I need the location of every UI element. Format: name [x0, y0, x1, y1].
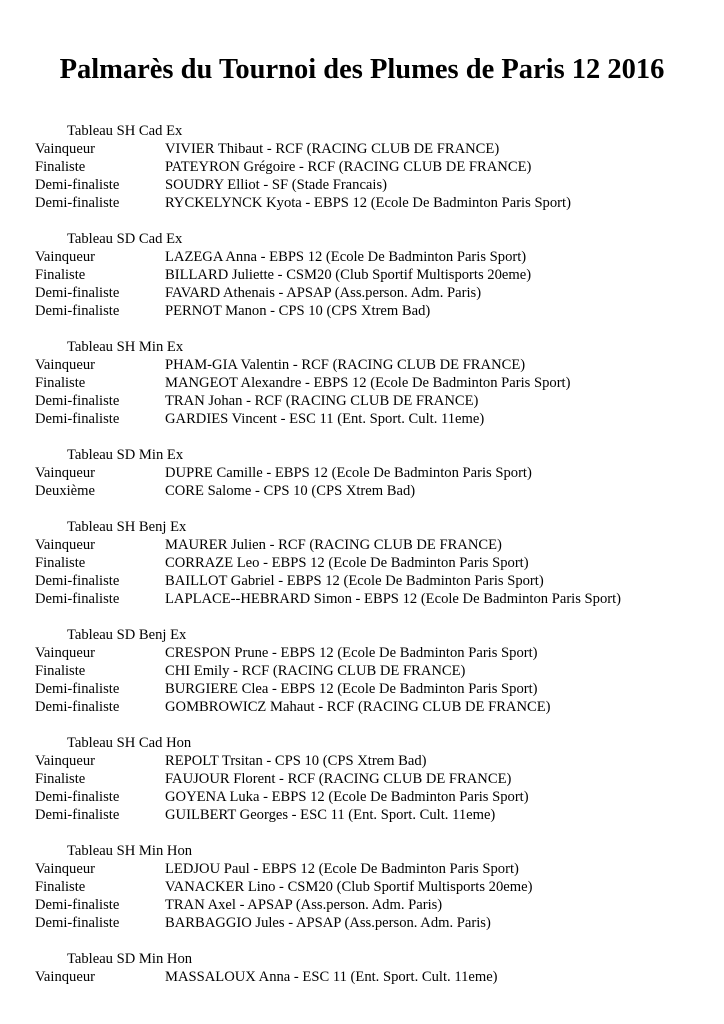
player-entry: CORE Salome - CPS 10 (CPS Xtrem Bad)	[165, 483, 416, 499]
player-entry: MAURER Julien - RCF (RACING CLUB DE FRANCE)	[165, 537, 502, 553]
result-row	[0, 302, 724, 320]
player-entry: VIVIER Thibaut - RCF (RACING CLUB DE FRANCE)	[165, 141, 500, 157]
player-entry: DUPRE Camille - EBPS 12 (Ecole De Badminton Paris Sport)	[165, 465, 532, 481]
rank-label: Demi-finaliste	[35, 195, 120, 211]
result-row	[0, 248, 724, 266]
result-row	[0, 482, 724, 500]
result-row	[0, 968, 724, 986]
section-title: Tableau SD Cad Ex	[67, 231, 183, 247]
rank-label: Finaliste	[35, 159, 86, 175]
player-entry: PHAM-GIA Valentin - RCF (RACING CLUB DE FRANCE)	[165, 357, 526, 373]
result-row	[0, 698, 724, 716]
results-section	[0, 734, 724, 824]
result-row	[0, 806, 724, 824]
rank-label: Demi-finaliste	[35, 177, 120, 193]
section-title: Tableau SD Benj Ex	[67, 627, 187, 643]
player-entry: GOMBROWICZ Mahaut - RCF (RACING CLUB DE FRANCE)	[165, 699, 551, 715]
player-entry: FAVARD Athenais - APSAP (Ass.person. Adm. Paris)	[165, 285, 482, 301]
rank-label: Finaliste	[35, 555, 86, 571]
section-title: Tableau SH Benj Ex	[67, 519, 187, 535]
section-title: Tableau SH Min Hon	[67, 843, 193, 859]
player-entry: MANGEOT Alexandre - EBPS 12 (Ecole De Badminton Paris Sport)	[165, 375, 571, 391]
player-entry: BAILLOT Gabriel - EBPS 12 (Ecole De Badminton Paris Sport)	[165, 573, 544, 589]
result-row	[0, 662, 724, 680]
section-title: Tableau SD Min Ex	[67, 447, 184, 463]
result-row	[0, 356, 724, 374]
results-section	[0, 626, 724, 716]
rank-label: Vainqueur	[35, 753, 95, 769]
player-entry: LAPLACE--HEBRARD Simon - EBPS 12 (Ecole De Badminton Paris Sport)	[165, 591, 622, 607]
player-entry: CRESPON Prune - EBPS 12 (Ecole De Badminton Paris Sport)	[165, 645, 538, 661]
player-entry: CHI Emily - RCF (RACING CLUB DE FRANCE)	[165, 663, 466, 679]
result-row	[0, 590, 724, 608]
result-row	[0, 140, 724, 158]
player-entry: LEDJOU Paul - EBPS 12 (Ecole De Badminton Paris Sport)	[165, 861, 519, 877]
result-row	[0, 644, 724, 662]
results-section	[0, 842, 724, 932]
section-title: Tableau SD Min Hon	[67, 951, 193, 967]
rank-label: Vainqueur	[35, 357, 95, 373]
rank-label: Demi-finaliste	[35, 789, 120, 805]
result-row	[0, 680, 724, 698]
player-entry: GARDIES Vincent - ESC 11 (Ent. Sport. Cult. 11eme)	[165, 411, 485, 427]
rank-label: Vainqueur	[35, 537, 95, 553]
rank-label: Deuxième	[35, 483, 95, 499]
rank-label: Finaliste	[35, 267, 86, 283]
section-title: Tableau SH Min Ex	[67, 339, 184, 355]
rank-label: Finaliste	[35, 879, 86, 895]
result-row	[0, 194, 724, 212]
rank-label: Vainqueur	[35, 141, 95, 157]
player-entry: BILLARD Juliette - CSM20 (Club Sportif Multisports 20eme)	[165, 267, 532, 283]
player-entry: BURGIERE Clea - EBPS 12 (Ecole De Badminton Paris Sport)	[165, 681, 538, 697]
result-row	[0, 788, 724, 806]
player-entry: REPOLT Trsitan - CPS 10 (CPS Xtrem Bad)	[165, 753, 427, 769]
rank-label: Finaliste	[35, 375, 86, 391]
rank-label: Demi-finaliste	[35, 591, 120, 607]
player-entry: GUILBERT Georges - ESC 11 (Ent. Sport. Cult. 11eme)	[165, 807, 496, 823]
rank-label: Demi-finaliste	[35, 573, 120, 589]
result-row	[0, 752, 724, 770]
page-title: Palmarès du Tournoi des Plumes de Paris 12 2016	[59, 54, 665, 85]
rank-label: Demi-finaliste	[35, 393, 120, 409]
rank-label: Demi-finaliste	[35, 303, 120, 319]
result-row	[0, 914, 724, 932]
rank-label: Vainqueur	[35, 465, 95, 481]
rank-label: Demi-finaliste	[35, 897, 120, 913]
results-section	[0, 446, 724, 500]
section-title: Tableau SH Cad Hon	[67, 735, 192, 751]
rank-label: Demi-finaliste	[35, 699, 120, 715]
rank-label: Demi-finaliste	[35, 807, 120, 823]
player-entry: LAZEGA Anna - EBPS 12 (Ecole De Badminton Paris Sport)	[165, 249, 527, 265]
result-row	[0, 284, 724, 302]
player-entry: PATEYRON Grégoire - RCF (RACING CLUB DE FRANCE)	[165, 159, 532, 175]
result-row	[0, 572, 724, 590]
results-section	[0, 338, 724, 428]
player-entry: VANACKER Lino - CSM20 (Club Sportif Multisports 20eme)	[165, 879, 533, 895]
rank-label: Vainqueur	[35, 861, 95, 877]
section-title: Tableau SH Cad Ex	[67, 123, 183, 139]
rank-label: Demi-finaliste	[35, 285, 120, 301]
player-entry: CORRAZE Leo - EBPS 12 (Ecole De Badminton Paris Sport)	[165, 555, 529, 571]
player-entry: TRAN Johan - RCF (RACING CLUB DE FRANCE)	[165, 393, 479, 409]
player-entry: BARBAGGIO Jules - APSAP (Ass.person. Adm. Paris)	[165, 915, 491, 931]
result-row	[0, 158, 724, 176]
player-entry: TRAN Axel - APSAP (Ass.person. Adm. Paris)	[165, 897, 443, 913]
results-section	[0, 230, 724, 320]
result-row	[0, 554, 724, 572]
result-row	[0, 770, 724, 788]
player-entry: PERNOT Manon - CPS 10 (CPS Xtrem Bad)	[165, 303, 431, 319]
result-row	[0, 536, 724, 554]
results-section	[0, 950, 724, 986]
rank-label: Demi-finaliste	[35, 681, 120, 697]
player-entry: RYCKELYNCK Kyota - EBPS 12 (Ecole De Badminton Paris Sport)	[165, 195, 571, 211]
result-row	[0, 860, 724, 878]
result-row	[0, 878, 724, 896]
rank-label: Finaliste	[35, 771, 86, 787]
rank-label: Vainqueur	[35, 645, 95, 661]
rank-label: Demi-finaliste	[35, 915, 120, 931]
result-row	[0, 176, 724, 194]
player-entry: MASSALOUX Anna - ESC 11 (Ent. Sport. Cult. 11eme)	[165, 969, 498, 985]
rank-label: Demi-finaliste	[35, 411, 120, 427]
player-entry: FAUJOUR Florent - RCF (RACING CLUB DE FRANCE)	[165, 771, 512, 787]
result-row	[0, 410, 724, 428]
results-section	[0, 518, 724, 608]
player-entry: GOYENA Luka - EBPS 12 (Ecole De Badminton Paris Sport)	[165, 789, 529, 805]
result-row	[0, 392, 724, 410]
rank-label: Vainqueur	[35, 249, 95, 265]
result-row	[0, 896, 724, 914]
player-entry: SOUDRY Elliot - SF (Stade Francais)	[165, 177, 388, 193]
results-list	[0, 122, 724, 1004]
rank-label: Vainqueur	[35, 969, 95, 985]
result-row	[0, 464, 724, 482]
result-row	[0, 374, 724, 392]
results-section	[0, 122, 724, 212]
result-row	[0, 266, 724, 284]
rank-label: Finaliste	[35, 663, 86, 679]
